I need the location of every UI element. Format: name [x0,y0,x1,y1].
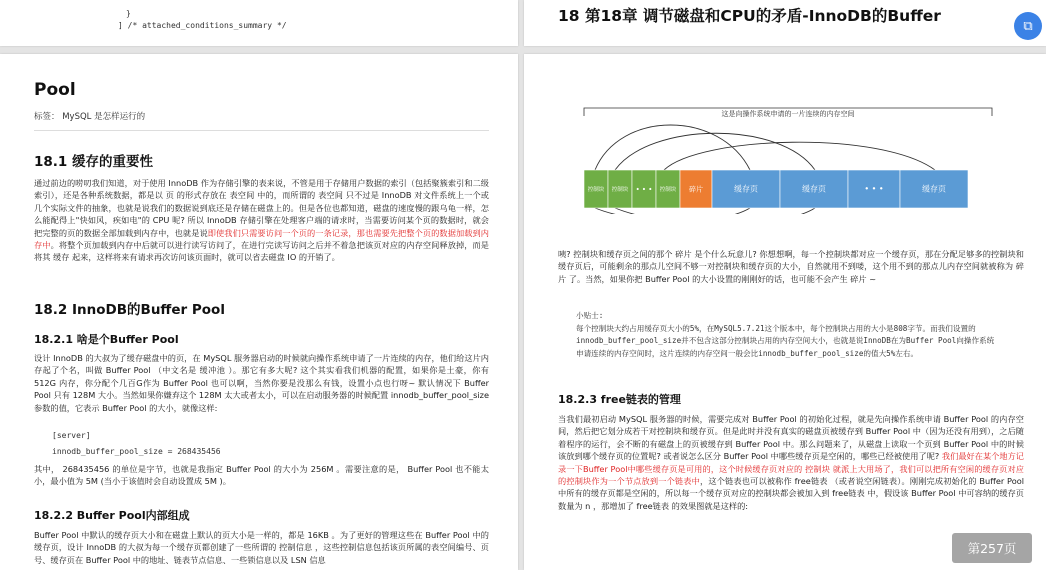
paragraph: 通过前边的唠叨我们知道，对于使用 InnoDB 作为存储引擎的表来说，不管是用于存储用户数据的索引（包括聚簇索引和二级索引），还是各种系统数据，都是以 页 的形式存放在 表空间 中的，而所谓的 表空间 只不过是 InnoDB 对文件系统上一个或几个实际文件的抽象，也就是说我们的数据说到底还是存储在磁盘上的。但是各位也都知道，磁盘的速度慢的跟乌龟一样，怎么能配得上"快如风，疾如电"的 CPU 呢? 所以 InnoDB 存储引擎在处理客户端的请求时，当需要访问某个页的数据时，就会把完整的页的数据全部加载到内存中，也就是说即使我们只需要访问一个页的一条记录，那也需要先把整个页的数据加载到内存中。将整个页加载到内存中后就可以进行读写访问了，在进行完读写访问之后并不着急把该页对应的内存空间释放掉，而是将其 缓存 起来，这样将来有请求再次访问该页面时，就可以省去磁盘 IO 的开销了。 [34,178,489,263]
page-top-right [524,0,1046,46]
cache-page-label: 缓存页 [802,184,826,194]
floating-action-button[interactable] [1014,12,1042,40]
memory-cells [584,170,968,208]
ellipsis-cell-label: • • • [864,184,884,194]
fragment-cell-label: 碎片 [689,185,703,194]
control-block-label: 控制块 [611,186,629,193]
subsection-heading: 18.2.1 啥是个Buffer Pool [34,333,179,346]
subsection-heading: 18.2.3 free链表的管理 [558,393,681,406]
page-left [0,54,518,570]
paragraph: 其中， 268435456 的单位是字节，也就是我指定 Buffer Pool 的大小为 256M 。需要注意的是， Buffer Pool 也不能太小，最小值为 5M (当小于该值时会自动设置成 5M )。 [34,464,489,487]
ellipsis-cell-label: • • • [635,185,653,194]
code-block: [server] innodb_buffer_pool_size = 268435456 [52,431,221,456]
page-indicator: 第257页 [952,533,1032,563]
chapter-heading: 18 第18章 调节磁盘和CPU的矛盾-InnoDB的Buffer [558,7,941,25]
paragraph: 当我们最初启动 MySQL 服务器的时候，需要完成对 Buffer Pool 的初始化过程，就是先向操作系统申请 Buffer Pool 的内存空间，然后把它划分成若干对控制块和缓存页。但是此时并没有真实的磁盘页被缓存到 Buffer Pool 中（因为还没有用到），之后随着程序的运行，会不断的有磁盘上的页被缓存到 Buffer Pool 中。那么问题来了，从磁盘上读取一个页到 Buffer Pool 中的时候该放到哪个缓存页的位置呢? 或者说怎么区分 Buffer Pool 中哪些缓存页是空闲的，哪些已经被使用了呢? 我们最好在某个地方记录一下Buffer Pool中哪些缓存页是可用的，这个时候缓存页对应的 控制块 就派上大用场了，我们可以把所有空闲的缓存页对应的控制块作为一个节点放到一个链表中，这个链表也可以被称作 free链表 （或者说空闲链表）。刚刚完成初始化的 Buffer Pool 中所有的缓存页都是空闲的，所以每一个缓存页对应的控制块都会被加入到 free链表 中，假设该 Buffer Pool 中可容纳的缓存页数量为 n ，那增加了 free链表 的效果图就是这样的: [558,414,1024,511]
paragraph: 咦? 控制块和缓存页之间的那个 碎片 是个什么玩意儿? 你想想啊，每一个控制块都对应一个缓存页，那在分配足够多的控制块和缓存页后，可能剩余的那点儿空间不够一对控制块和缓存页的大小，自然就用不到喽，这个用不到的那点儿内存空间就被称为 碎片 了。当然，如果你把 Buffer Pool 的大小设置的刚刚好的话，也可能不会产生 碎片 ~ [558,249,1024,284]
divider [34,130,489,131]
cache-page-label: 缓存页 [922,184,946,194]
paragraph: Buffer Pool 中默认的缓存页大小和在磁盘上默认的页大小是一样的，都是 16KB 。为了更好的管理这些在 Buffer Pool 中的缓存页，设计 InnoDB 的大叔为每一个缓存页都创建了一些所谓的 控制信息 ，这些控制信息包括该页所属的表空间编号、页号、缓存页在 Buffer Pool 中的地址、链表节点信息、一些锁信息以及 LSN 信息 [34,530,489,565]
control-block-label: 控制块 [587,186,605,193]
paragraph: 设计 InnoDB 的大叔为了缓存磁盘中的页，在 MySQL 服务器启动的时候就向操作系统申请了一片连续的内存，他们给这片内存起了个名，叫做 Buffer Pool （中文名是 缓冲池 ）。那它有多大呢? 这个其实看我们机器的配置，如果你是土豪，你有 512G 内存，你分配个几百G作为 Buffer Pool 也可以啊，当然你要是没那么有钱，设置小点也行呀~ 默认情况下 Buffer Pool 只有 128M 大小。当然如果你嫌弃这个 128M 太大或者太小，可以在启动服务器的时候配置 innodb_buffer_pool_size 参数的值，它表示 Buffer Pool 的大小，就像这样: [34,353,489,413]
buffer-pool-diagram [580,90,996,214]
tip-box: 小贴士: 每个控制块大约占用缓存页大小的5%，在MySQL5.7.21这个版本中，每个控制块占用的大小是808字节。而我们设置的innodb_buffer_pool_size并不包含这部分控制块占用的内存空间大小，也就是说InnoDB在为Buffer Pool向操作系统申请连续的内存空间时，这片连续的内存空间一般会比innodb_buffer_pool_size的值大5%左右。 [576,311,995,358]
translate-icon: ⧉ [1023,18,1033,34]
page-top-left [0,0,518,46]
subsection-heading: 18.2.2 Buffer Pool内部组成 [34,509,190,522]
diagram-caption: 这是向操作系统申请的一片连续的内存空间 [721,110,855,118]
cache-page-label: 缓存页 [734,184,758,194]
section-heading: 18.2 InnoDB的Buffer Pool [34,302,225,318]
page-right [524,54,1046,570]
tags-line: 标签： MySQL 是怎样运行的 [34,112,146,122]
page-title: Pool [34,80,76,100]
section-heading: 18.1 缓存的重要性 [34,154,154,170]
control-block-label: 控制块 [659,186,677,193]
code-snippet: } ] /* attached_conditions_summary */ [118,9,287,30]
